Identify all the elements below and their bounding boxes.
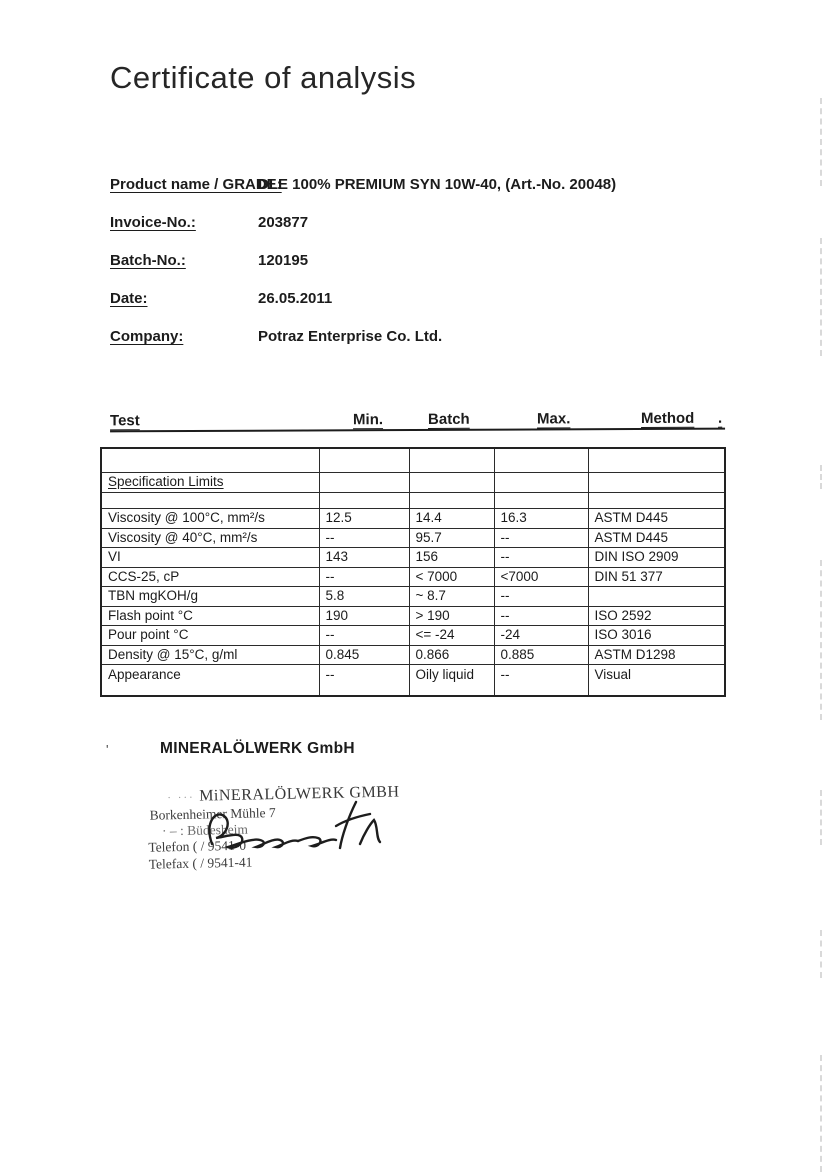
test-cell: Viscosity @ 100°C, mm²/s <box>101 509 319 529</box>
method-cell: ASTM D445 <box>588 509 725 529</box>
max-cell: <7000 <box>494 567 588 587</box>
test-cell: Viscosity @ 40°C, mm²/s <box>101 528 319 548</box>
test-cell: VI <box>101 548 319 568</box>
scan-artifact <box>820 1055 822 1172</box>
batch-cell: > 190 <box>409 606 494 626</box>
scan-artifact <box>820 560 822 720</box>
min-cell: -- <box>319 567 409 587</box>
scan-artifact <box>820 238 822 356</box>
table-row <box>101 493 725 509</box>
test-cell: CCS-25, cP <box>101 567 319 587</box>
section-label: Specification Limits <box>108 474 224 490</box>
min-cell: -- <box>319 528 409 548</box>
table-row-section-label <box>101 473 725 493</box>
min-cell: -- <box>319 626 409 646</box>
table-row <box>101 567 725 587</box>
batch-cell: 95.7 <box>409 528 494 548</box>
table-header-row <box>110 403 725 433</box>
company-stamp <box>147 782 409 873</box>
page-title: Certificate of analysis <box>110 60 417 95</box>
max-cell: -- <box>494 548 588 568</box>
stamp-city-line: · – : Büdesheim <box>161 821 249 839</box>
stamp-company-line: MiNERALÖLWERK GMBH <box>199 783 400 805</box>
method-cell: ASTM D445 <box>588 528 725 548</box>
date-label: Date: <box>110 290 148 307</box>
method-cell: Visual <box>588 665 725 697</box>
specification-table <box>100 447 726 697</box>
min-cell: 0.845 <box>319 645 409 665</box>
stamp-telefax-line: Telefax ( / 9541-41 <box>148 854 253 872</box>
test-cell: TBN mgKOH/g <box>101 587 319 607</box>
min-cell: -- <box>319 665 409 697</box>
info-row-date <box>110 290 730 307</box>
table-row <box>101 548 725 568</box>
table-row <box>101 448 725 473</box>
product-name-label: Product name / GRADE: <box>110 176 282 193</box>
scan-artifact <box>820 98 822 186</box>
batch-cell: 14.4 <box>409 509 494 529</box>
table-row <box>101 587 725 607</box>
invoice-no-value: 203877 <box>258 214 309 231</box>
test-cell: Flash point °C <box>101 606 319 626</box>
table-row <box>101 626 725 646</box>
table-row <box>101 645 725 665</box>
info-row-company <box>110 328 730 345</box>
batch-cell: < 7000 <box>409 567 494 587</box>
max-cell: 16.3 <box>494 509 588 529</box>
batch-cell: <= -24 <box>409 626 494 646</box>
col-header-test: Test <box>109 412 140 430</box>
method-cell: ASTM D1298 <box>588 645 725 665</box>
max-cell: -- <box>494 528 588 548</box>
scan-artifact <box>820 930 822 978</box>
table-row <box>101 528 725 548</box>
document-info-block <box>110 176 730 366</box>
invoice-no-label: Invoice-No.: <box>110 214 196 231</box>
max-cell: -24 <box>494 626 588 646</box>
batch-cell: 156 <box>409 548 494 568</box>
stamp-telefon-line: Telefon ( / 9541-0 <box>148 838 247 856</box>
stamp-address-line: Borkenheimer Mühle 7 <box>149 804 276 823</box>
method-cell: DIN ISO 2909 <box>588 548 725 568</box>
col-header-batch: Batch <box>427 410 470 428</box>
stray-mark: ' <box>106 742 109 757</box>
col-header-min: Min. <box>352 411 384 429</box>
info-row-invoice <box>110 214 730 231</box>
max-cell: -- <box>494 587 588 607</box>
method-cell: ISO 2592 <box>588 606 725 626</box>
max-cell: -- <box>494 606 588 626</box>
max-cell: 0.885 <box>494 645 588 665</box>
col-header-max: Max. <box>536 410 571 428</box>
info-row-batch <box>110 252 730 269</box>
stamp-dots: · ··· <box>167 791 195 805</box>
batch-cell: ~ 8.7 <box>409 587 494 607</box>
batch-cell: Oily liquid <box>409 665 494 697</box>
batch-no-label: Batch-No.: <box>110 252 186 269</box>
test-cell: Density @ 15°C, g/ml <box>101 645 319 665</box>
table-row <box>101 665 725 697</box>
test-cell: Appearance <box>101 665 319 697</box>
min-cell: 143 <box>319 548 409 568</box>
max-cell: -- <box>494 665 588 697</box>
batch-no-value: 120195 <box>258 252 309 269</box>
table-row <box>101 606 725 626</box>
info-row-product <box>110 176 730 193</box>
batch-cell: 0.866 <box>409 645 494 665</box>
date-value: 26.05.2011 <box>258 290 333 307</box>
company-label: Company: <box>110 328 184 345</box>
col-header-method: Method <box>640 409 695 428</box>
test-cell: Pour point °C <box>101 626 319 646</box>
scan-artifact <box>820 790 822 845</box>
col-header-period: . <box>717 409 723 427</box>
table-row <box>101 509 725 529</box>
company-value: Potraz Enterprise Co. Ltd. <box>258 328 443 345</box>
min-cell: 5.8 <box>319 587 409 607</box>
method-cell: ISO 3016 <box>588 626 725 646</box>
min-cell: 12.5 <box>319 509 409 529</box>
min-cell: 190 <box>319 606 409 626</box>
method-cell: DIN 51 377 <box>588 567 725 587</box>
scan-artifact <box>820 465 822 489</box>
product-name-value: DLE 100% PREMIUM SYN 10W-40, (Art.-No. 20048) <box>258 176 617 193</box>
issuer-company-name: MINERALÖLWERK GmbH <box>160 740 355 757</box>
method-cell <box>588 587 725 607</box>
